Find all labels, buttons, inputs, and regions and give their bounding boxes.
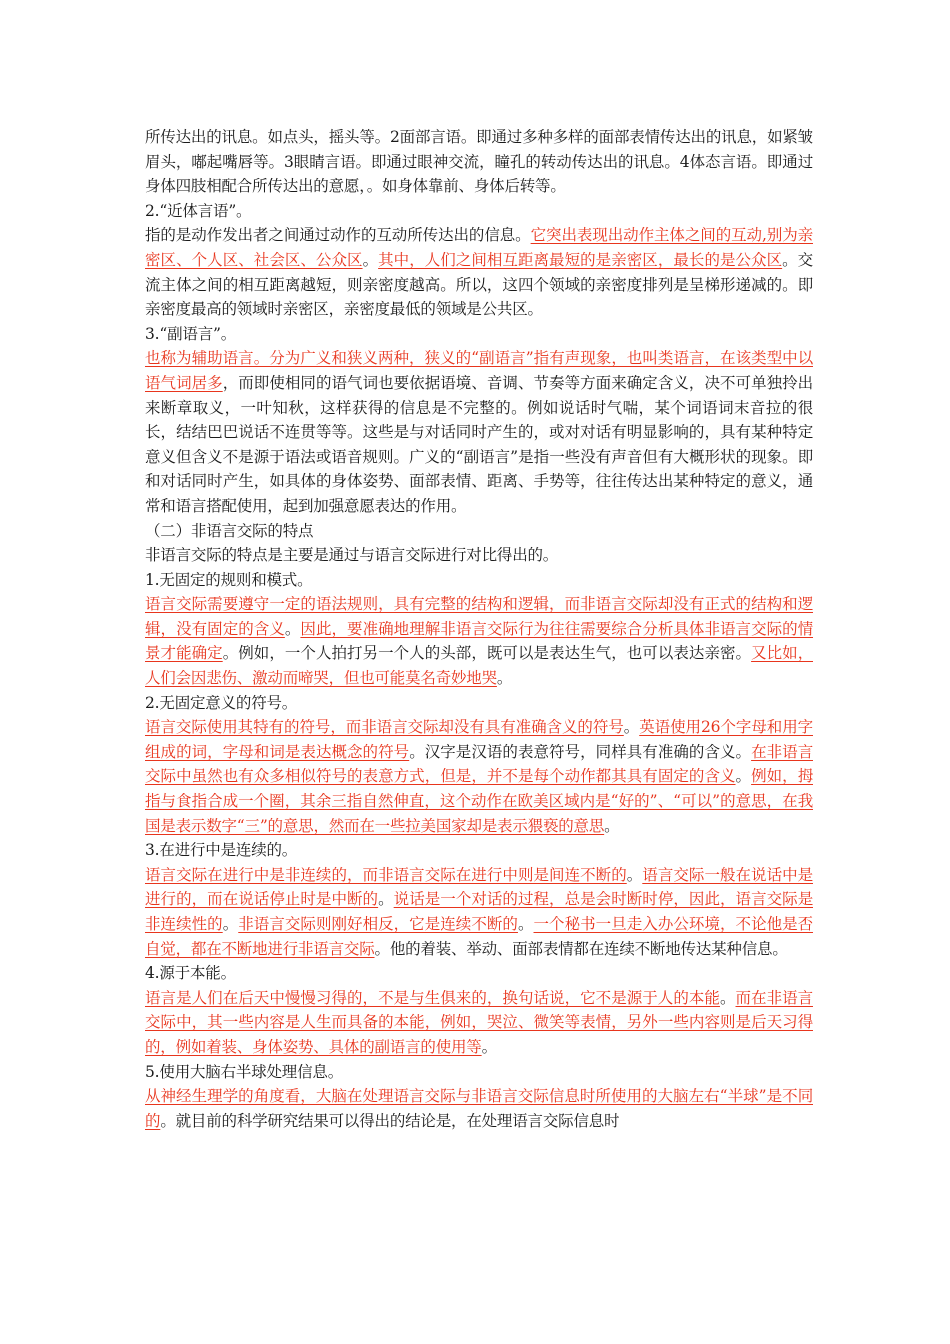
body-text: 非语言交际的特点是主要是通过与语言交际进行对比得出的。: [145, 546, 559, 565]
paragraph: [145, 1084, 813, 1133]
body-text: 。例如，一个人拍打另一个人的头部，既可以是表达生气，也可以表达亲密。: [222, 644, 752, 663]
highlighted-text: 一个秘书一旦走入办公环境，不论他是否自觉，都在不断地进行非语言交际: [145, 915, 813, 958]
body-text: 。: [222, 915, 239, 933]
body-text: 。: [378, 890, 394, 909]
highlighted-text: 英语使用26个字母和用字组成的词，字母和词是表达概念的符号: [145, 718, 813, 761]
highlighted-text: 语言是人们在后天中慢慢习得的，不是与生俱来的，换句话说，它不是源于人的本能: [145, 988, 720, 1007]
body-text: 3.“副语言”。: [145, 324, 237, 343]
body-text: （二）非语言交际的特点: [145, 521, 314, 540]
paragraph: [145, 125, 813, 199]
body-text: 所传达出的讯息。如点头，摇头等。2面部言语。即通过多种多样的面部表情传达出的讯息，如紧皱眉头，嘟起嘴唇等。3眼睛言语。即通过眼神交流，瞳孔的转动传达出的讯息。4体态言语。即通过身体四肢相配合所传达出的意愿，。如身体靠前、身体后转等。: [145, 128, 813, 196]
paragraph: [145, 346, 813, 518]
section-heading: [145, 199, 813, 224]
body-text: 。: [496, 669, 513, 688]
body-text: 。交流主体之间的相互距离越短，则亲密度越高。所以，这四个领域的亲密度排列是呈梯形递减的。即亲密度最高的领域时亲密区，亲密度最低的领域是公共区。: [145, 250, 813, 319]
body-text: 。: [719, 988, 736, 1007]
highlighted-text: 它突出表现出动作主体之间的互动,别为亲密区、个人区、社会区、公众区: [145, 226, 813, 269]
highlighted-text: 从神经生理学的角度看，大脑在处理语言交际与非语言交际信息时所使用的大脑左右“半球”是不同的: [145, 1087, 813, 1130]
highlighted-text: 语言交际一般在说话中是进行的，而在说话停止时是中断的: [145, 865, 813, 909]
paragraph: [145, 986, 813, 1060]
body-text: 。他的着装、举动、面部表情都在连续不断地传达某种信息。: [374, 939, 788, 958]
section-heading: [145, 961, 813, 986]
body-text: 。: [623, 718, 640, 737]
highlighted-text: 例如，拇指与食指合成一个圈，其余三指自然伸直，这个动作在欧美区域内是“好的”、“可以”的意思，在我国是表示数字“三”的意思，然而在一些拉美国家却是表示猥亵的意思: [145, 767, 813, 835]
body-text: 4.源于本能。: [145, 964, 236, 983]
body-text: 1.无固定的规则和模式。: [145, 570, 313, 589]
highlighted-text: 因此，要准确地理解非语言交际行为往往需要综合分析具体非语言交际的情景才能确定: [145, 619, 814, 663]
paragraph: [145, 863, 813, 961]
section-heading: [145, 519, 813, 544]
body-text: 5.使用大脑右半球处理信息。: [145, 1062, 343, 1081]
highlighted-text: 语言交际使用其特有的符号，而非语言交际却没有具有准确含义的符号: [145, 718, 624, 737]
highlighted-text: 语言交际在进行中是非连续的，而非语言交际在进行中则是间连不断的: [145, 865, 627, 884]
highlighted-text: 非语言交际则刚好相反，它是连续不断的: [238, 915, 518, 933]
body-text: 指的是动作发出者之间通过动作的互动所传达出的信息。: [145, 226, 531, 245]
highlighted-text: 说话是一个对话的过程，总是会时断时停，因此，语言交际是非连续性的: [145, 890, 813, 933]
body-text: ，而即使相同的语气词也要依据语境、音调、节奏等方面来确定含义，决不可单独拎出来断章取义，一叶知秋，这样获得的信息是不完整的。例如说话时气喘，某个词语词末音拉的很长，结结巴巴说话不连贯等等。这些是与对话同时产生的，或对对话有明显影响的，具有某种特定意义但含义不是源于语法或语音规则。广义的“副语言”是指一些没有声音但有大概形状的现象。即和对话同时产生，如具体的身体姿势、面部表情、距离、手势等，往往传达出某种特定的意义，通常和语言搭配使用，起到加强意愿表达的作用。: [145, 373, 813, 515]
paragraph: [145, 715, 813, 838]
document-body: [145, 125, 813, 1133]
section-heading: [145, 838, 813, 863]
paragraph: [145, 592, 813, 690]
body-text: 。汉字是汉语的表意符号，同样具有准确的含义。: [409, 742, 752, 761]
body-text: 。: [626, 865, 643, 884]
section-heading: [145, 322, 813, 347]
highlighted-text: 而在非语言交际中，其一些内容是人生而具备的本能，例如，哭泣、微笑等表情，另外一些内容则是后天习得的，例如着装、身体姿势、具体的副语言的使用等: [145, 988, 813, 1056]
highlighted-text: 又比如，人们会因悲伤、激动而啼哭，但也可能莫名奇妙地哭: [145, 644, 813, 688]
section-heading: [145, 691, 813, 716]
body-text: 3.在进行中是连续的。: [145, 841, 298, 860]
body-text: 。就目前的科学研究结果可以得出的结论是，在处理语言交际信息时: [160, 1111, 620, 1130]
body-text: 2.“近体言语”。: [145, 201, 252, 220]
body-text: 2.无固定意义的符号。: [145, 693, 298, 712]
paragraph: [145, 223, 813, 321]
highlighted-text: 在非语言交际中虽然也有众多相似符号的表意方式，但是，并不是每个动作都其具有固定的含义: [145, 742, 813, 786]
section-heading: [145, 568, 813, 593]
highlighted-text: 其中，人们之间相互距离最短的是亲密区，最长的是公众区: [378, 250, 783, 269]
section-heading: [145, 1060, 813, 1085]
body-text: 。: [284, 619, 301, 638]
highlighted-text: 也称为辅助语言。分为广义和狭义两种，狭义的“副语言”指有声现象，也叫类语言，在该类型中以语气词居多: [145, 349, 813, 392]
body-text: 。: [735, 767, 752, 786]
highlighted-text: 语言交际需要遵守一定的语法规则，具有完整的结构和逻辑，而非语言交际却没有正式的结构和逻辑，没有固定的含义: [145, 595, 813, 638]
body-text: 。: [481, 1037, 497, 1056]
body-text: 。: [517, 915, 534, 933]
body-text: 。: [362, 250, 379, 269]
paragraph: [145, 543, 813, 568]
body-text: 。: [604, 816, 620, 835]
